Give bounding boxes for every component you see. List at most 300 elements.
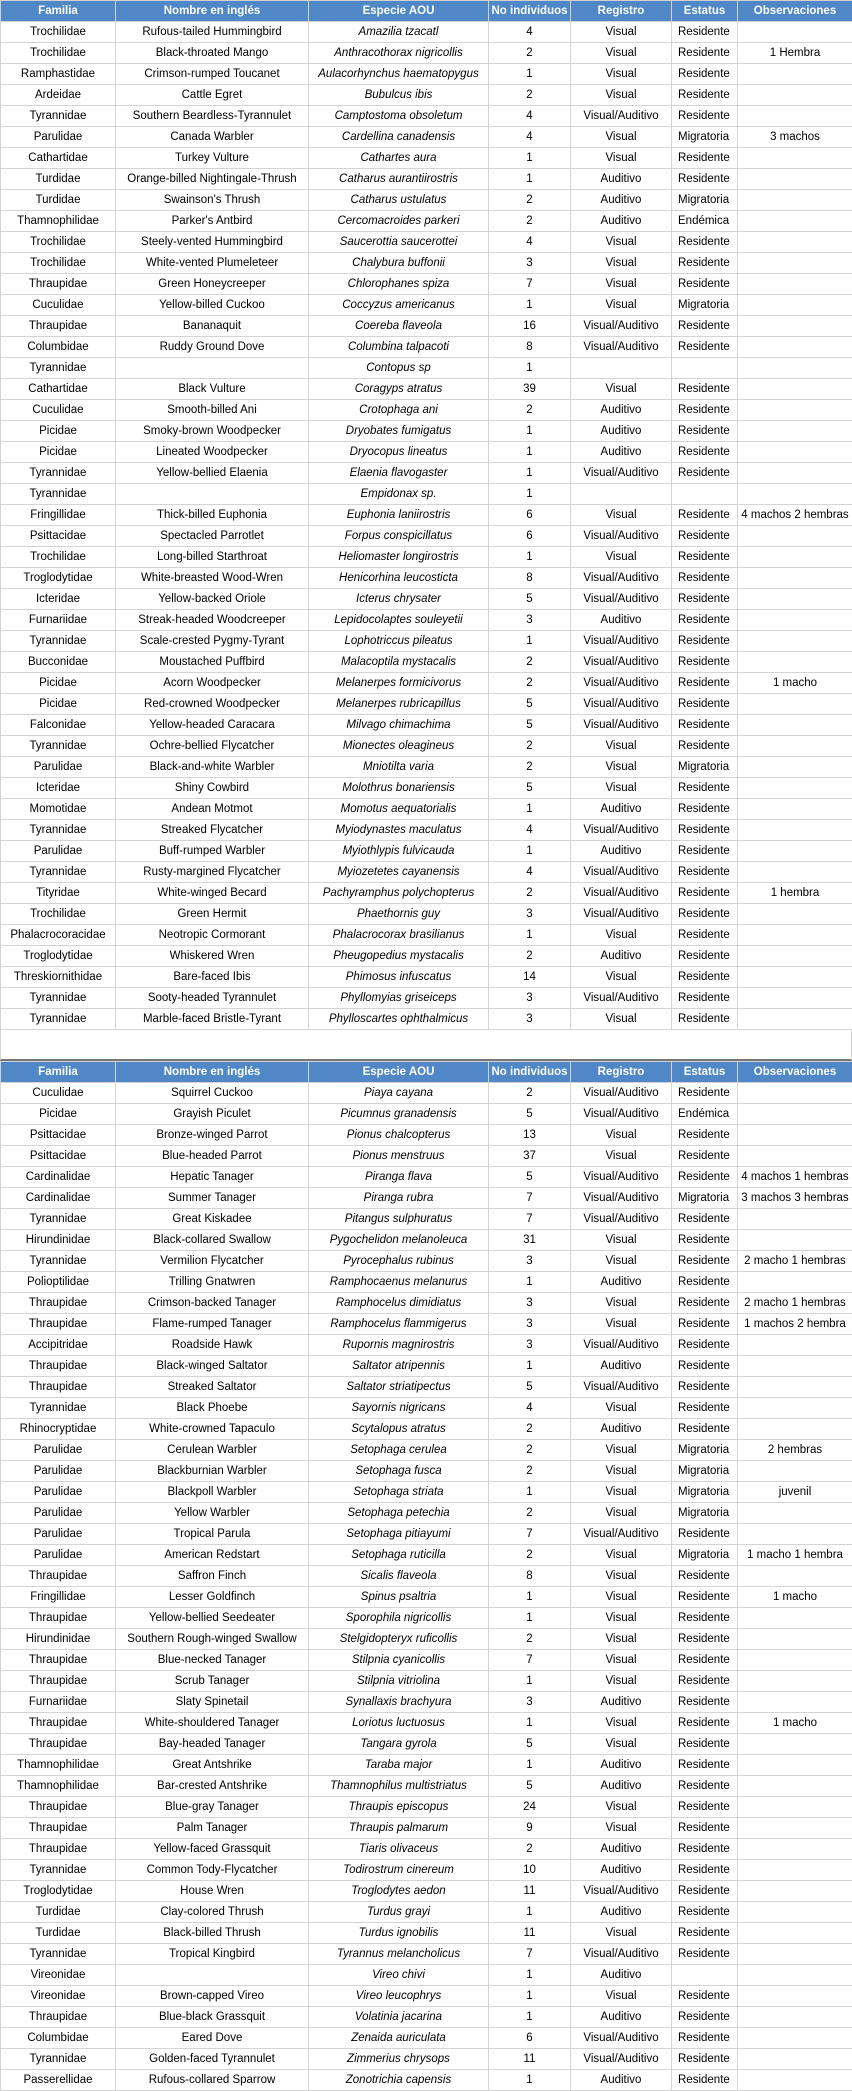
cell-registro[interactable]: Visual/Auditivo [571,1167,672,1188]
cell-registro[interactable]: Visual [571,1797,672,1818]
table-row[interactable] [1,316,852,337]
cell-no-individuos[interactable]: 1 [489,484,571,505]
cell-nombre-ingles[interactable] [116,358,309,379]
table-row[interactable] [1,1797,852,1818]
cell-estatus[interactable]: Residente [672,904,738,925]
cell-estatus[interactable]: Migratoria [672,1188,738,1209]
cell-no-individuos[interactable]: 3 [489,1314,571,1335]
cell-no-individuos[interactable]: 1 [489,1713,571,1734]
cell-nombre-ingles[interactable]: Flame-rumped Tanager [116,1314,309,1335]
cell-registro[interactable]: Auditivo [571,1692,672,1713]
cell-registro[interactable]: Visual/Auditivo [571,316,672,337]
cell-nombre-ingles[interactable]: White-shouldered Tanager [116,1713,309,1734]
cell-nombre-ingles[interactable]: Great Antshrike [116,1755,309,1776]
cell-familia[interactable]: Thraupidae [1,1314,116,1335]
table-row[interactable] [1,526,852,547]
cell-estatus[interactable]: Residente [672,337,738,358]
cell-estatus[interactable]: Residente [672,505,738,526]
cell-especie-aou[interactable]: Turdus grayi [309,1902,489,1923]
cell-estatus[interactable]: Residente [672,820,738,841]
cell-observaciones[interactable] [738,463,852,484]
table-row[interactable] [1,1860,852,1881]
cell-registro[interactable]: Visual [571,1608,672,1629]
cell-nombre-ingles[interactable]: Ochre-bellied Flycatcher [116,736,309,757]
cell-observaciones[interactable] [738,337,852,358]
header-observaciones[interactable]: Observaciones [738,1,852,22]
cell-no-individuos[interactable]: 31 [489,1230,571,1251]
table-row[interactable] [1,400,852,421]
cell-registro[interactable]: Visual/Auditivo [571,1209,672,1230]
cell-registro[interactable]: Visual/Auditivo [571,988,672,1009]
cell-especie-aou[interactable]: Heliomaster longirostris [309,547,489,568]
cell-estatus[interactable]: Residente [672,589,738,610]
cell-no-individuos[interactable]: 7 [489,1524,571,1545]
cell-especie-aou[interactable]: Myiozetetes cayanensis [309,862,489,883]
cell-especie-aou[interactable]: Mionectes oleagineus [309,736,489,757]
cell-familia[interactable]: Parulidae [1,757,116,778]
cell-nombre-ingles[interactable]: Vermilion Flycatcher [116,1251,309,1272]
cell-observaciones[interactable] [738,2007,852,2028]
cell-estatus[interactable]: Residente [672,274,738,295]
cell-familia[interactable]: Tyrannidae [1,484,116,505]
cell-especie-aou[interactable]: Euphonia laniirostris [309,505,489,526]
table-row[interactable] [1,211,852,232]
cell-observaciones[interactable] [738,925,852,946]
cell-estatus[interactable]: Residente [672,1860,738,1881]
cell-observaciones[interactable] [738,1398,852,1419]
cell-estatus[interactable] [672,358,738,379]
table-row[interactable] [1,1398,852,1419]
cell-observaciones[interactable] [738,379,852,400]
cell-no-individuos[interactable]: 2 [489,1629,571,1650]
cell-no-individuos[interactable]: 5 [489,1734,571,1755]
cell-especie-aou[interactable]: Thraupis episcopus [309,1797,489,1818]
cell-observaciones[interactable] [738,967,852,988]
cell-estatus[interactable]: Residente [672,1398,738,1419]
cell-familia[interactable]: Psittacidae [1,526,116,547]
cell-no-individuos[interactable]: 3 [489,1293,571,1314]
cell-familia[interactable]: Picidae [1,1104,116,1125]
cell-no-individuos[interactable]: 3 [489,253,571,274]
table-row[interactable] [1,127,852,148]
cell-familia[interactable]: Picidae [1,442,116,463]
table-row[interactable] [1,1608,852,1629]
cell-observaciones[interactable] [738,757,852,778]
cell-nombre-ingles[interactable]: Southern Beardless-Tyrannulet [116,106,309,127]
cell-registro[interactable]: Visual/Auditivo [571,652,672,673]
cell-registro[interactable]: Auditivo [571,211,672,232]
cell-estatus[interactable]: Migratoria [672,757,738,778]
cell-familia[interactable]: Cathartidae [1,148,116,169]
cell-registro[interactable]: Auditivo [571,946,672,967]
cell-registro[interactable]: Visual [571,64,672,85]
cell-familia[interactable]: Picidae [1,673,116,694]
cell-estatus[interactable]: Residente [672,799,738,820]
cell-estatus[interactable]: Residente [672,169,738,190]
cell-familia[interactable]: Trochilidae [1,547,116,568]
cell-registro[interactable]: Visual/Auditivo [571,631,672,652]
cell-familia[interactable]: Thraupidae [1,316,116,337]
cell-familia[interactable]: Turdidae [1,169,116,190]
cell-nombre-ingles[interactable]: Smoky-brown Woodpecker [116,421,309,442]
cell-observaciones[interactable] [738,568,852,589]
cell-observaciones[interactable] [738,400,852,421]
cell-nombre-ingles[interactable]: Sooty-headed Tyrannulet [116,988,309,1009]
cell-no-individuos[interactable]: 4 [489,862,571,883]
cell-registro[interactable]: Visual [571,1009,672,1030]
cell-no-individuos[interactable]: 1 [489,1671,571,1692]
cell-estatus[interactable]: Residente [672,1125,738,1146]
cell-no-individuos[interactable]: 7 [489,1209,571,1230]
cell-registro[interactable]: Visual [571,1482,672,1503]
table-row[interactable] [1,1482,852,1503]
cell-nombre-ingles[interactable]: Yellow-billed Cuckoo [116,295,309,316]
cell-observaciones[interactable] [738,904,852,925]
cell-observaciones[interactable] [738,1965,852,1986]
table-row[interactable] [1,85,852,106]
cell-especie-aou[interactable]: Saltator striatipectus [309,1377,489,1398]
cell-nombre-ingles[interactable]: Ruddy Ground Dove [116,337,309,358]
cell-nombre-ingles[interactable]: Black-collared Swallow [116,1230,309,1251]
cell-registro[interactable]: Visual/Auditivo [571,694,672,715]
cell-registro[interactable]: Visual/Auditivo [571,463,672,484]
cell-especie-aou[interactable]: Setophaga ruticilla [309,1545,489,1566]
cell-registro[interactable]: Auditivo [571,1860,672,1881]
table-row[interactable] [1,1650,852,1671]
cell-observaciones[interactable] [738,358,852,379]
table-row[interactable] [1,1881,852,1902]
cell-registro[interactable]: Visual [571,925,672,946]
cell-no-individuos[interactable]: 11 [489,1923,571,1944]
cell-observaciones[interactable] [738,1839,852,1860]
cell-estatus[interactable]: Residente [672,883,738,904]
cell-nombre-ingles[interactable]: Blackburnian Warbler [116,1461,309,1482]
cell-no-individuos[interactable]: 2 [489,1545,571,1566]
cell-no-individuos[interactable]: 7 [489,1188,571,1209]
cell-observaciones[interactable] [738,1650,852,1671]
cell-estatus[interactable]: Residente [672,43,738,64]
cell-observaciones[interactable] [738,1734,852,1755]
cell-familia[interactable]: Tyrannidae [1,106,116,127]
cell-familia[interactable]: Falconidae [1,715,116,736]
cell-no-individuos[interactable]: 37 [489,1146,571,1167]
cell-especie-aou[interactable]: Zimmerius chrysops [309,2049,489,2070]
cell-nombre-ingles[interactable]: Roadside Hawk [116,1335,309,1356]
cell-especie-aou[interactable]: Cathartes aura [309,148,489,169]
table-row[interactable] [1,295,852,316]
table-row[interactable] [1,1944,852,1965]
cell-observaciones[interactable] [738,1923,852,1944]
cell-estatus[interactable]: Residente [672,2007,738,2028]
table-row[interactable] [1,1167,852,1188]
cell-nombre-ingles[interactable]: Great Kiskadee [116,1209,309,1230]
cell-registro[interactable]: Visual/Auditivo [571,1524,672,1545]
header-familia[interactable]: Familia [1,1,116,22]
cell-familia[interactable]: Troglodytidae [1,568,116,589]
cell-registro[interactable]: Visual [571,1587,672,1608]
cell-estatus[interactable]: Residente [672,400,738,421]
cell-especie-aou[interactable]: Catharus ustulatus [309,190,489,211]
cell-observaciones[interactable] [738,1104,852,1125]
cell-familia[interactable]: Thraupidae [1,1293,116,1314]
cell-no-individuos[interactable]: 5 [489,1377,571,1398]
cell-estatus[interactable]: Residente [672,1944,738,1965]
cell-observaciones[interactable] [738,631,852,652]
cell-especie-aou[interactable]: Saucerottia saucerottei [309,232,489,253]
cell-registro[interactable]: Visual [571,757,672,778]
cell-registro[interactable]: Visual [571,85,672,106]
cell-registro[interactable]: Visual [571,505,672,526]
table-row[interactable] [1,694,852,715]
cell-especie-aou[interactable]: Sayornis nigricans [309,1398,489,1419]
cell-registro[interactable]: Visual [571,1440,672,1461]
cell-no-individuos[interactable]: 1 [489,358,571,379]
cell-familia[interactable]: Furnariidae [1,1692,116,1713]
cell-nombre-ingles[interactable]: Scrub Tanager [116,1671,309,1692]
cell-observaciones[interactable] [738,1902,852,1923]
cell-familia[interactable]: Thraupidae [1,1839,116,1860]
cell-observaciones[interactable] [738,190,852,211]
cell-registro[interactable]: Visual [571,1251,672,1272]
cell-especie-aou[interactable]: Phyllomyias griseiceps [309,988,489,1009]
cell-observaciones[interactable] [738,169,852,190]
cell-estatus[interactable]: Residente [672,610,738,631]
cell-estatus[interactable]: Residente [672,736,738,757]
table-row[interactable] [1,1146,852,1167]
cell-estatus[interactable]: Residente [672,1009,738,1030]
cell-especie-aou[interactable]: Picumnus granadensis [309,1104,489,1125]
cell-observaciones[interactable] [738,1125,852,1146]
cell-observaciones[interactable] [738,295,852,316]
cell-no-individuos[interactable]: 1 [489,547,571,568]
cell-estatus[interactable]: Residente [672,148,738,169]
cell-estatus[interactable]: Migratoria [672,1461,738,1482]
cell-nombre-ingles[interactable]: Blackpoll Warbler [116,1482,309,1503]
cell-registro[interactable]: Visual/Auditivo [571,2049,672,2070]
table-row[interactable] [1,1083,852,1104]
cell-observaciones[interactable] [738,610,852,631]
cell-estatus[interactable]: Residente [672,694,738,715]
cell-no-individuos[interactable]: 1 [489,64,571,85]
cell-familia[interactable]: Turdidae [1,1902,116,1923]
cell-no-individuos[interactable]: 4 [489,106,571,127]
cell-especie-aou[interactable]: Phaethornis guy [309,904,489,925]
cell-especie-aou[interactable]: Troglodytes aedon [309,1881,489,1902]
table-row[interactable] [1,1566,852,1587]
cell-estatus[interactable]: Residente [672,106,738,127]
cell-nombre-ingles[interactable]: Tropical Kingbird [116,1944,309,1965]
table-row[interactable] [1,1713,852,1734]
cell-familia[interactable]: Vireonidae [1,1965,116,1986]
table-row[interactable] [1,883,852,904]
cell-familia[interactable]: Thraupidae [1,1818,116,1839]
cell-registro[interactable]: Visual/Auditivo [571,2028,672,2049]
cell-familia[interactable]: Thamnophilidae [1,1755,116,1776]
cell-registro[interactable]: Visual [571,1545,672,1566]
cell-especie-aou[interactable]: Lepidocolaptes souleyetii [309,610,489,631]
cell-observaciones[interactable]: 1 macho 1 hembra [738,1545,852,1566]
cell-no-individuos[interactable]: 2 [489,1461,571,1482]
cell-observaciones[interactable] [738,589,852,610]
cell-no-individuos[interactable]: 13 [489,1125,571,1146]
cell-observaciones[interactable] [738,1335,852,1356]
table-row[interactable] [1,904,852,925]
cell-nombre-ingles[interactable]: Lineated Woodpecker [116,442,309,463]
cell-nombre-ingles[interactable]: Slaty Spinetail [116,1692,309,1713]
cell-no-individuos[interactable]: 2 [489,1419,571,1440]
cell-especie-aou[interactable]: Pitangus sulphuratus [309,1209,489,1230]
cell-registro[interactable]: Auditivo [571,1902,672,1923]
cell-especie-aou[interactable]: Henicorhina leucosticta [309,568,489,589]
cell-nombre-ingles[interactable]: Black-winged Saltator [116,1356,309,1377]
cell-estatus[interactable]: Residente [672,2070,738,2091]
cell-registro[interactable]: Auditivo [571,1755,672,1776]
cell-especie-aou[interactable]: Setophaga striata [309,1482,489,1503]
table-row[interactable] [1,757,852,778]
cell-registro[interactable]: Auditivo [571,400,672,421]
cell-familia[interactable]: Accipitridae [1,1335,116,1356]
table-row[interactable] [1,610,852,631]
cell-no-individuos[interactable]: 16 [489,316,571,337]
cell-observaciones[interactable] [738,1377,852,1398]
cell-registro[interactable] [571,484,672,505]
cell-familia[interactable]: Troglodytidae [1,946,116,967]
cell-nombre-ingles[interactable]: Rufous-tailed Hummingbird [116,22,309,43]
cell-observaciones[interactable]: 1 Hembra [738,43,852,64]
cell-familia[interactable]: Turdidae [1,1923,116,1944]
cell-estatus[interactable]: Endémica [672,211,738,232]
cell-familia[interactable]: Thraupidae [1,1671,116,1692]
cell-no-individuos[interactable]: 9 [489,1818,571,1839]
cell-nombre-ingles[interactable]: Lesser Goldfinch [116,1587,309,1608]
cell-familia[interactable]: Tyrannidae [1,1209,116,1230]
table-row[interactable] [1,1776,852,1797]
cell-registro[interactable]: Visual [571,127,672,148]
cell-nombre-ingles[interactable]: Black Phoebe [116,1398,309,1419]
cell-nombre-ingles[interactable]: Blue-black Grassquit [116,2007,309,2028]
header-estatus[interactable]: Estatus [672,1062,738,1083]
table-row[interactable] [1,148,852,169]
cell-no-individuos[interactable]: 1 [489,169,571,190]
cell-observaciones[interactable] [738,820,852,841]
cell-nombre-ingles[interactable]: Bay-headed Tanager [116,1734,309,1755]
cell-nombre-ingles[interactable]: Marble-faced Bristle-Tyrant [116,1009,309,1030]
cell-no-individuos[interactable]: 7 [489,1650,571,1671]
cell-especie-aou[interactable]: Phalacrocorax brasilianus [309,925,489,946]
cell-observaciones[interactable] [738,64,852,85]
cell-familia[interactable]: Rhinocryptidae [1,1419,116,1440]
cell-observaciones[interactable] [738,442,852,463]
cell-registro[interactable]: Auditivo [571,1776,672,1797]
cell-familia[interactable]: Cuculidae [1,1083,116,1104]
cell-registro[interactable]: Auditivo [571,421,672,442]
cell-especie-aou[interactable]: Amazilia tzacatl [309,22,489,43]
table-row[interactable] [1,778,852,799]
table-row[interactable] [1,1986,852,2007]
cell-observaciones[interactable] [738,1671,852,1692]
cell-familia[interactable]: Tyrannidae [1,1251,116,1272]
cell-especie-aou[interactable]: Forpus conspicillatus [309,526,489,547]
table-row[interactable] [1,820,852,841]
cell-nombre-ingles[interactable]: Bar-crested Antshrike [116,1776,309,1797]
table-row[interactable] [1,1587,852,1608]
cell-observaciones[interactable] [738,547,852,568]
cell-observaciones[interactable] [738,1503,852,1524]
cell-familia[interactable]: Tyrannidae [1,1398,116,1419]
cell-estatus[interactable]: Migratoria [672,1482,738,1503]
cell-nombre-ingles[interactable]: Black-and-white Warbler [116,757,309,778]
cell-nombre-ingles[interactable]: Bare-faced Ibis [116,967,309,988]
cell-registro[interactable]: Auditivo [571,1839,672,1860]
cell-observaciones[interactable] [738,211,852,232]
cell-especie-aou[interactable]: Bubulcus ibis [309,85,489,106]
cell-familia[interactable]: Cardinalidae [1,1188,116,1209]
cell-nombre-ingles[interactable]: Brown-capped Vireo [116,1986,309,2007]
cell-nombre-ingles[interactable]: Long-billed Starthroat [116,547,309,568]
cell-especie-aou[interactable]: Setophaga pitiayumi [309,1524,489,1545]
cell-familia[interactable]: Tyrannidae [1,988,116,1009]
cell-no-individuos[interactable]: 1 [489,463,571,484]
cell-registro[interactable]: Visual [571,43,672,64]
cell-observaciones[interactable] [738,1209,852,1230]
cell-especie-aou[interactable]: Molothrus bonariensis [309,778,489,799]
cell-estatus[interactable]: Residente [672,1608,738,1629]
cell-registro[interactable]: Auditivo [571,1419,672,1440]
cell-registro[interactable]: Visual/Auditivo [571,106,672,127]
header-registro[interactable]: Registro [571,1,672,22]
cell-especie-aou[interactable]: Crotophaga ani [309,400,489,421]
table-row[interactable] [1,673,852,694]
cell-familia[interactable]: Tyrannidae [1,1944,116,1965]
cell-no-individuos[interactable]: 3 [489,1692,571,1713]
cell-no-individuos[interactable]: 2 [489,673,571,694]
cell-especie-aou[interactable]: Thamnophilus multistriatus [309,1776,489,1797]
cell-no-individuos[interactable]: 2 [489,883,571,904]
cell-registro[interactable]: Visual [571,1650,672,1671]
cell-familia[interactable]: Psittacidae [1,1125,116,1146]
cell-especie-aou[interactable]: Melanerpes rubricapillus [309,694,489,715]
cell-observaciones[interactable] [738,274,852,295]
cell-registro[interactable]: Visual [571,22,672,43]
cell-estatus[interactable]: Residente [672,1650,738,1671]
cell-familia[interactable]: Parulidae [1,1440,116,1461]
header-estatus[interactable]: Estatus [672,1,738,22]
cell-familia[interactable]: Momotidae [1,799,116,820]
cell-estatus[interactable]: Residente [672,988,738,1009]
cell-familia[interactable]: Tyrannidae [1,358,116,379]
cell-registro[interactable]: Visual [571,1125,672,1146]
cell-nombre-ingles[interactable]: Swainson's Thrush [116,190,309,211]
table-row[interactable] [1,1251,852,1272]
cell-observaciones[interactable] [738,253,852,274]
cell-no-individuos[interactable]: 3 [489,988,571,1009]
cell-observaciones[interactable] [738,2049,852,2070]
cell-observaciones[interactable] [738,1860,852,1881]
cell-familia[interactable]: Cuculidae [1,295,116,316]
cell-no-individuos[interactable]: 2 [489,43,571,64]
cell-estatus[interactable]: Residente [672,421,738,442]
cell-no-individuos[interactable]: 1 [489,1755,571,1776]
cell-nombre-ingles[interactable]: Smooth-billed Ani [116,400,309,421]
cell-familia[interactable]: Icteridae [1,589,116,610]
cell-estatus[interactable]: Residente [672,1314,738,1335]
cell-registro[interactable]: Auditivo [571,1965,672,1986]
cell-familia[interactable]: Parulidae [1,1545,116,1566]
cell-no-individuos[interactable]: 8 [489,568,571,589]
cell-nombre-ingles[interactable]: Cerulean Warbler [116,1440,309,1461]
cell-nombre-ingles[interactable]: Scale-crested Pygmy-Tyrant [116,631,309,652]
cell-observaciones[interactable] [738,232,852,253]
